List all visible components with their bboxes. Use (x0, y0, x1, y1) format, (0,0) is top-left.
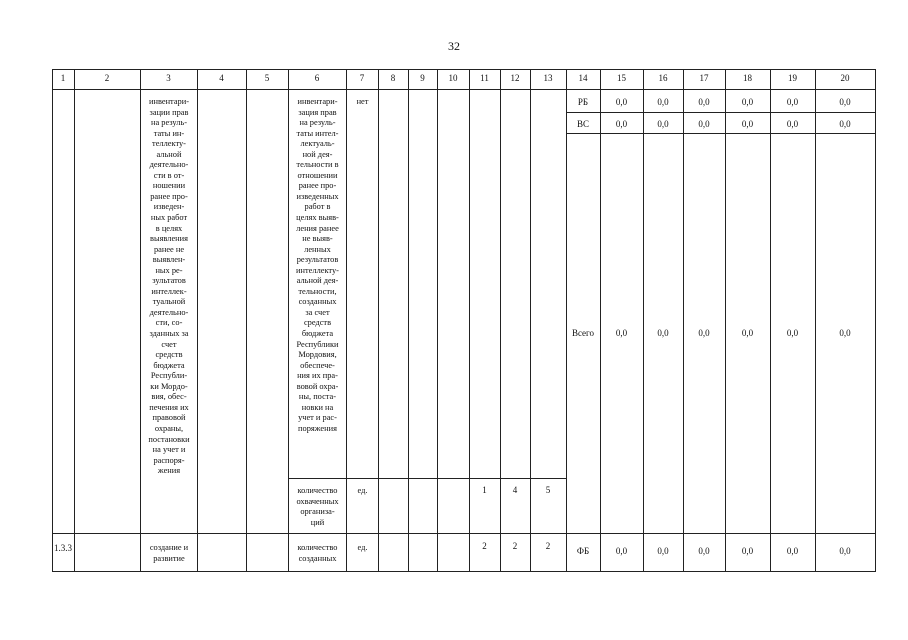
indicator-unit: ед. (357, 486, 368, 495)
col-border-6 (346, 69, 347, 572)
indicator-value-col11: 1 (482, 485, 487, 495)
activity-description: создание и развитие (149, 543, 189, 563)
indicator-value-col13: 5 (545, 485, 551, 495)
page-number: 32 (448, 39, 460, 53)
row-separator (52, 533, 876, 534)
header-cell: 9 (420, 73, 425, 83)
funding-value: 0,0 (786, 119, 799, 129)
col-border-10 (469, 69, 470, 572)
header-cell: 20 (840, 73, 850, 83)
funding-value: 0,0 (839, 97, 851, 107)
indicator-value-col12: 4 (512, 485, 518, 495)
funding-source-fb: ФБ (576, 546, 590, 556)
funding-value: 0,0 (615, 97, 628, 107)
header-cell: 12 (510, 73, 520, 83)
funding-value: 0,0 (657, 119, 669, 129)
vs-row-border (566, 133, 876, 134)
header-cell: 10 (448, 73, 458, 83)
funding-source-vs: ВС (576, 119, 589, 129)
activity-description: инвентари- зации прав на резуль- таты ин- теллекту- альной деятельно- сти в от- ношении ранее про- изведен- ных работ в целях выявления ранее не выявлен- ных ре- зультатов интеллек- туальной деятельно- сти, со- зданных за счет средств бюджета Республи- ки Мордо- вия, обес- печения их правовой охраны, постановки на учет и распоря- жения (148, 97, 190, 476)
indicator-value-col13: 2 (545, 541, 551, 551)
col-border-14 (600, 69, 601, 572)
header-cell: 6 (314, 73, 320, 83)
funding-value: 0,0 (741, 328, 754, 338)
funding-value: 0,0 (698, 546, 710, 556)
col-border-19 (815, 69, 816, 572)
funding-value: 0,0 (698, 97, 710, 107)
col-border-12 (530, 69, 531, 572)
funding-value: 0,0 (615, 328, 628, 338)
header-cell: 11 (480, 73, 489, 83)
funding-value: 0,0 (741, 119, 754, 129)
col-border-3 (197, 69, 198, 572)
indicator-unit: ед. (357, 543, 368, 552)
indicator-value-col11: 2 (482, 541, 487, 551)
col-border-15 (643, 69, 644, 572)
funding-value: 0,0 (786, 328, 799, 338)
funding-value: 0,0 (615, 119, 628, 129)
funding-source-rb: РБ (577, 97, 589, 107)
funding-value: 0,0 (657, 97, 669, 107)
funding-value: 0,0 (741, 97, 754, 107)
event-description: инвентари- зация прав на резуль- таты интел- лектуаль- ной дея- тельности в отношении ранее про- изведенных работ в целях выяв- ления ранее не выяв- ленных результатов интеллекту- альной дея- тельности, созданных за счет средств бюджета Республики Мордовия, обеспече- ния их пра- вовой охра- ны, поста- новки на учет и рас- поряжения (296, 97, 339, 433)
indicator-name: количество охваченных организа- ций (296, 486, 339, 527)
indicator-unit-none: нет (356, 97, 369, 106)
col-border-11 (500, 69, 501, 572)
funding-value: 0,0 (786, 546, 799, 556)
col-border-18 (770, 69, 771, 572)
header-cell: 13 (543, 73, 553, 83)
col-border-17 (725, 69, 726, 572)
header-cell: 17 (699, 73, 709, 83)
col-border-1 (74, 69, 75, 572)
indicator-name: количество созданных (297, 543, 338, 563)
col-border-0 (52, 69, 53, 572)
header-bottom-border (52, 89, 876, 90)
header-cell: 14 (578, 73, 588, 83)
header-cell: 15 (617, 73, 626, 83)
funding-value: 0,0 (698, 119, 710, 129)
indicator-value-col12: 2 (512, 541, 518, 551)
funding-value: 0,0 (839, 546, 851, 556)
funding-source-total: Всего (571, 328, 595, 338)
header-cell: 7 (359, 73, 365, 83)
header-cell: 1 (60, 73, 66, 83)
header-cell: 8 (390, 73, 396, 83)
rb-row-border (566, 112, 876, 113)
header-cell: 2 (104, 73, 110, 83)
header-cell: 16 (658, 73, 668, 83)
header-cell: 3 (166, 73, 171, 83)
col-border-7 (378, 69, 379, 572)
col-border-13 (566, 69, 567, 572)
funding-value: 0,0 (657, 328, 669, 338)
funding-value: 0,0 (741, 546, 754, 556)
header-cell: 4 (219, 73, 224, 83)
funding-value: 0,0 (657, 546, 669, 556)
sub-indicator-border (288, 478, 566, 479)
col-border-4 (246, 69, 247, 572)
funding-value: 0,0 (786, 97, 799, 107)
row-number: 1.3.3 (54, 543, 72, 553)
header-cell: 5 (264, 73, 270, 83)
funding-value: 0,0 (839, 328, 851, 338)
table-bottom-border (52, 571, 876, 572)
header-cell: 18 (743, 73, 752, 83)
funding-value: 0,0 (698, 328, 710, 338)
col-border-20 (875, 69, 876, 572)
header-cell: 19 (788, 73, 797, 83)
col-border-9 (437, 69, 438, 572)
col-border-16 (683, 69, 684, 572)
funding-value: 0,0 (839, 119, 851, 129)
funding-value: 0,0 (615, 546, 628, 556)
col-border-8 (408, 69, 409, 572)
